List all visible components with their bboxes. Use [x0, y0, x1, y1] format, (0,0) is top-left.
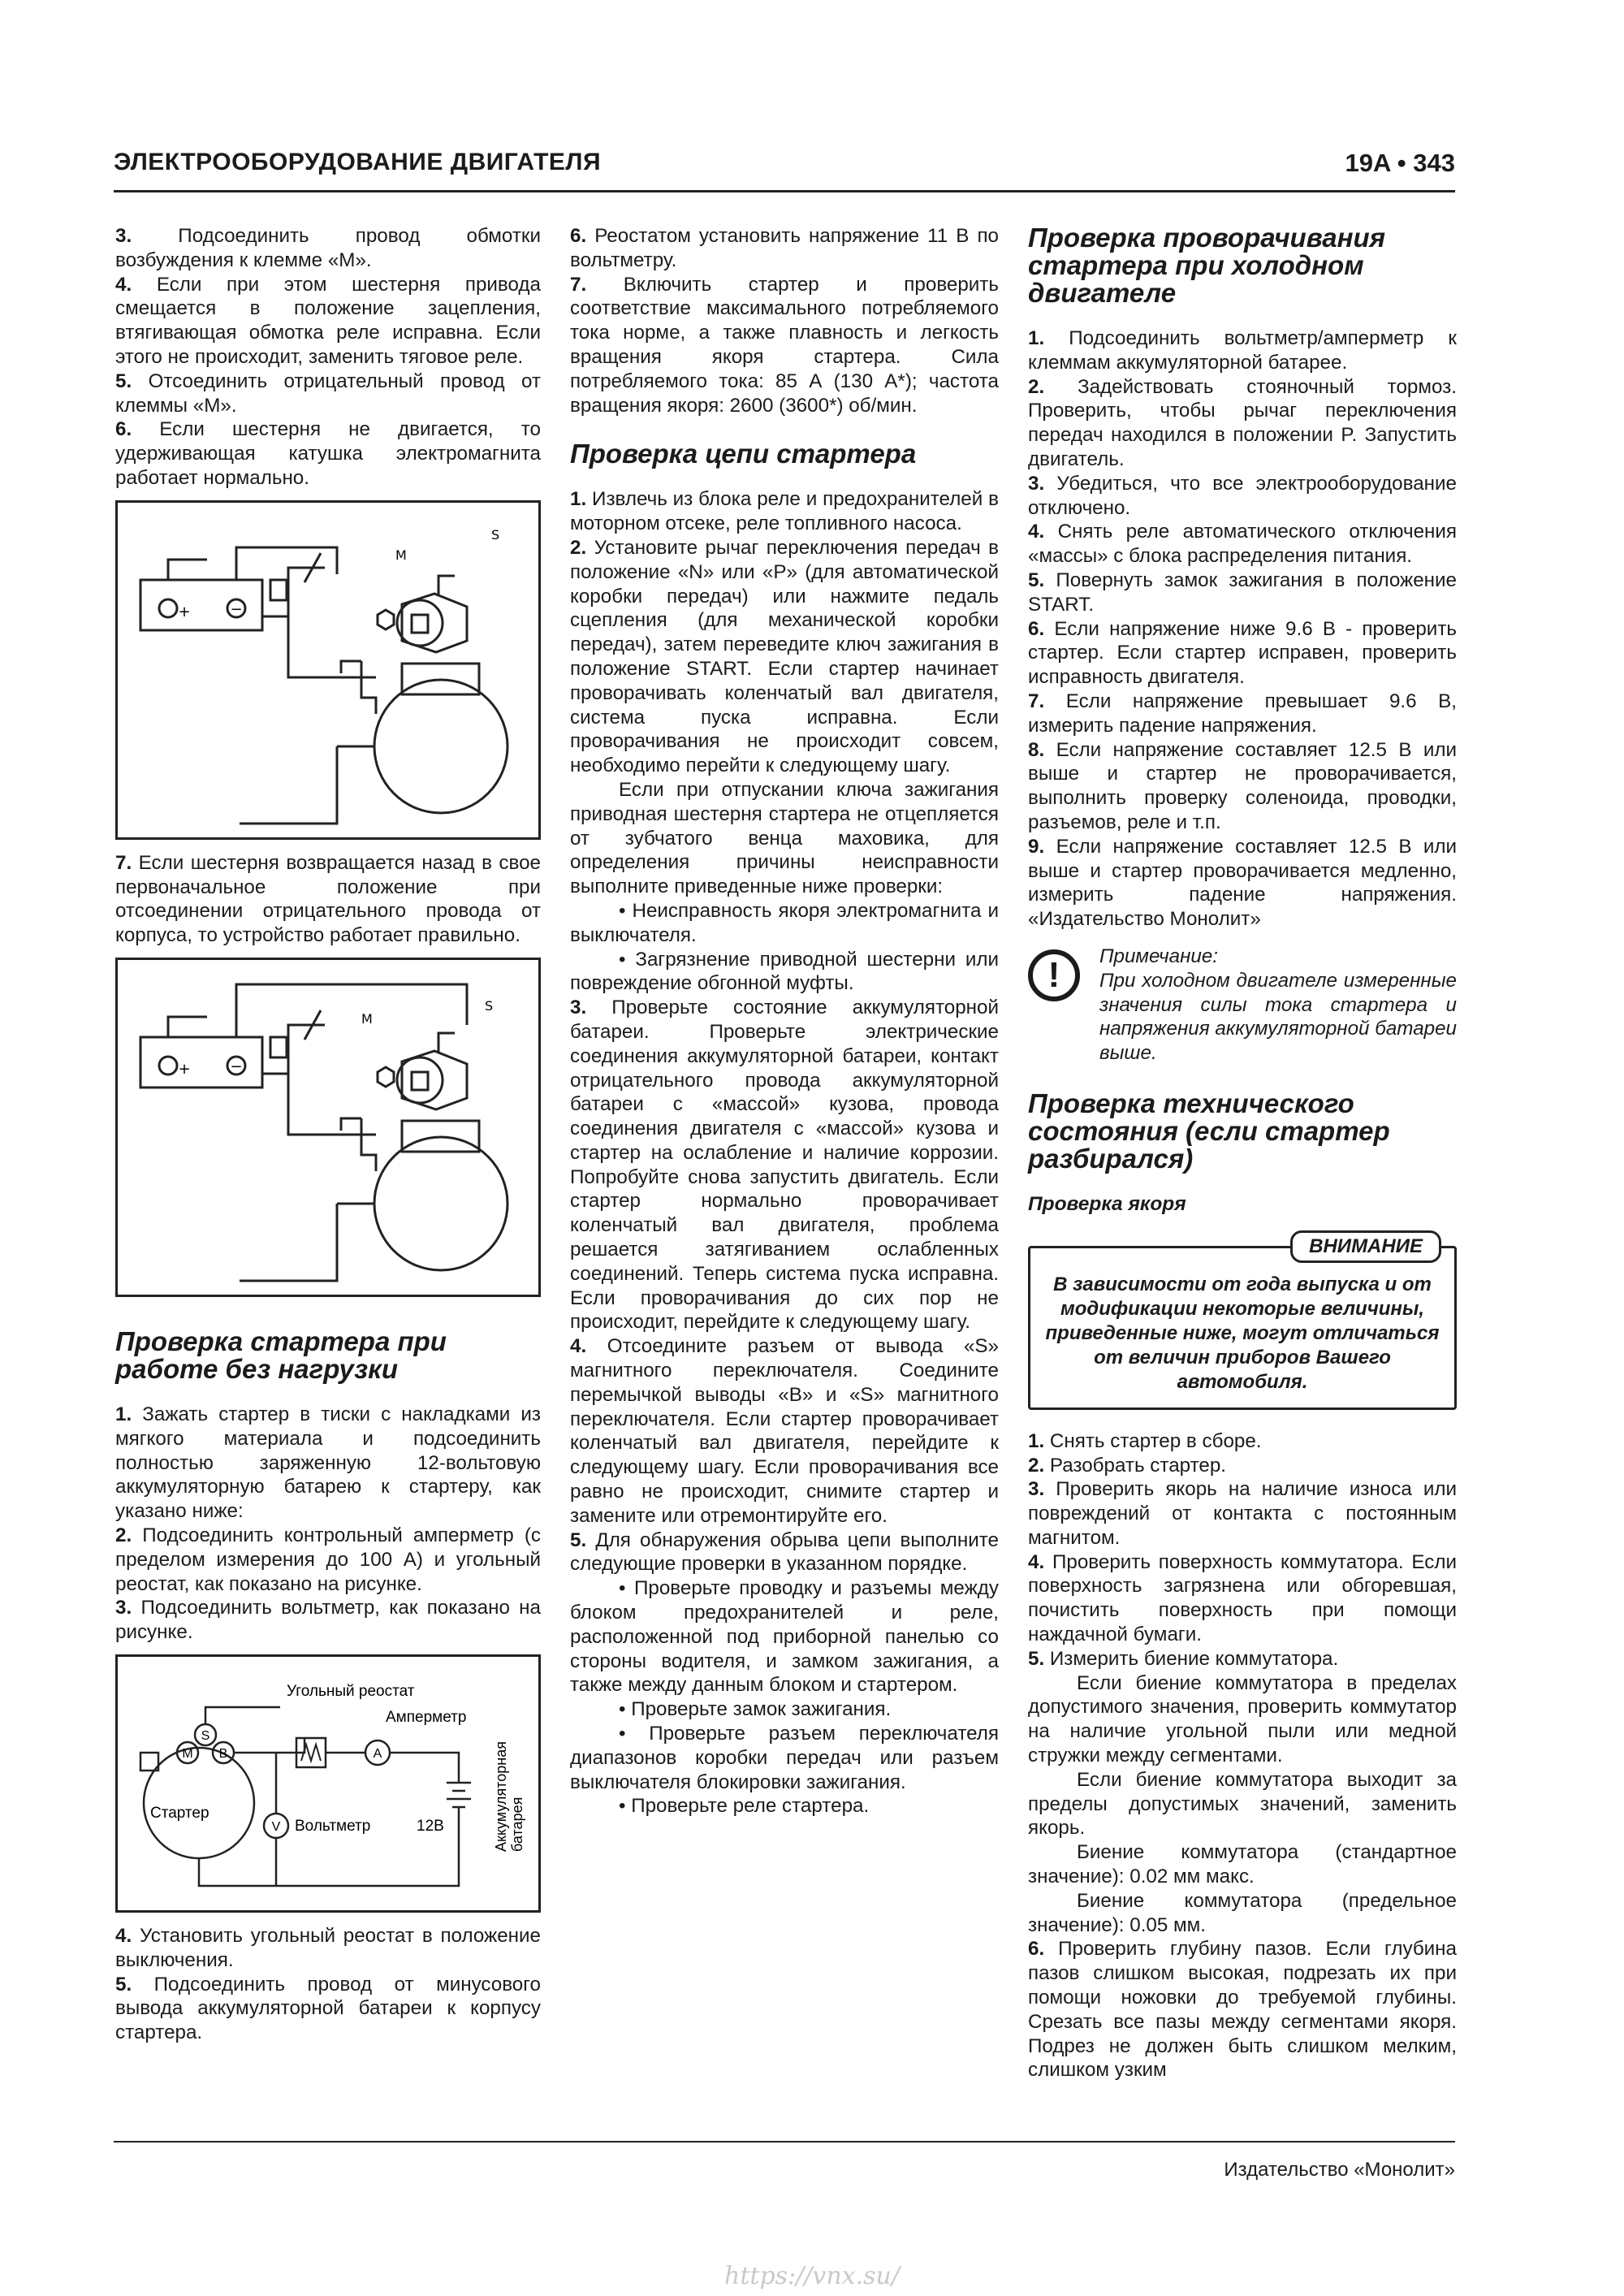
list-item: 4. Если при этом шестерня привода смещается в положение зацепления, втягивающая обмотка реле исправна. Если этого не происходит, заменить тяговое реле. [115, 273, 541, 368]
bullet-item: • Проверьте замок зажигания. [619, 1698, 892, 1721]
bullet-item: • Проверьте реле стартера. [619, 1795, 870, 1818]
list-item: 5. Для обнаружения обрыва цепи выполните следующие проверки в указанном порядке. [570, 1529, 999, 1576]
page-number: 19A • 343 [1345, 149, 1455, 177]
note-box [1028, 945, 1457, 1066]
section-heading: Проверка технического состояния (если стартер разбирался) [1028, 1087, 1390, 1174]
battery-minus-label: − [230, 600, 243, 618]
battery-minus-label: − [230, 1057, 243, 1075]
bullet-item: • Проверьте проводку и разъемы между блоком предохранителей и реле, расположенной под приборной панелью со стороны водителя, и замком зажигания, а также между данным блоком и стартером. [570, 1577, 999, 1697]
list-item: 7. Если напряжение превышает 9.6 В, измерить падение напряжения. [1028, 690, 1457, 737]
subsection-heading: Проверка якоря [1028, 1192, 1186, 1215]
list-item: 7. Если шестерня возвращается назад в свое первоначальное положение при отсоединении отрицательного провода от корпуса, то устройство работает правильно. [115, 851, 541, 947]
list-item: 4. Проверить поверхность коммутатора. Если поверхность загрязнена или обгоревшая, почистить поверхность при помощи наждачной бумаги. [1028, 1550, 1457, 1646]
list-item: 1. Извлечь из блока реле и предохранителей в моторном отсеке, реле топливного насоса. [570, 488, 999, 535]
list-item: 3. Проверьте состояние аккумуляторной батареи. Проверьте электрические соединения аккумуляторной батареи, контакт отрицательного провода аккумуляторной батареи с «массой» кузова, провода соединения двигателя с «массой» кузова и стартер на ослабление и наличие коррозии. Попробуйте снова запустить двигатель. Если стартер нормально проворачивает коленчатый вал двигателя, проблема решается затягиванием ослабленных соединений. Теперь система пуска исправна. Если проворачивания до сих пор не происходит, перейдите к следующему шагу. [570, 997, 999, 1334]
terminal-s-label: S [485, 997, 494, 1014]
note-title: Примечание: [1099, 945, 1219, 967]
terminal-m-label: M [361, 1010, 373, 1027]
note-text: При холодном двигателе измеренные значения силы тока стартера и напряжения аккумуляторной батареи выше. [1099, 969, 1457, 1065]
list-item: 8. Если напряжение составляет 12.5 В или выше и стартер не проворачивается, выполнить проверку соленоида, проводки, разъемов, реле и т.п. [1028, 738, 1457, 833]
list-item: 2. Установите рычаг переключения передач в положение «N» или «P» (для автоматической коробки передач) или нажмите педаль сцепления (для механической коробки передач), затем переведите ключ зажигания в положение START. Если стартер начинает проворачивать коленчатый вал двигателя, система пуска исправна. Если проворачивания не происходит совсем, необходимо перейти к следующему шагу. [570, 536, 999, 777]
ammeter-label: Амперметр [386, 1708, 467, 1726]
list-item: 5. Отсоединить отрицательный провод от клеммы «М». [115, 370, 541, 417]
list-item: 3. Убедиться, что все электрооборудование отключено. [1028, 472, 1457, 519]
list-item: 7. Включить стартер и проверить соответствие максимального потребляемого тока норме, а также плавность и легкость вращения якоря стартера. Сила потребляемого тока: 85 А (130 А*); частота вращения якоря: 2600 (3600*) об/мин. [570, 273, 999, 417]
list-item: 4. Снять реле автоматического отключения «массы» с блока распределения питания. [1028, 521, 1457, 568]
list-item: 9. Если напряжение составляет 12.5 В или выше и стартер проворачивается медленно, измерить падение напряжения. «Издательство Монолит» [1028, 835, 1457, 931]
list-item: 6. Если напряжение ниже 9.6 В - проверить стартер. Если стартер исправен, проверить исправность двигателя. [1028, 617, 1457, 689]
list-item: 6. Проверить глубину пазов. Если глубина пазов слишком высокая, подрезать их при помощи ножовки до требуемой глубины. Срезать все пазы между сегментами якоря. Подрез не должен быть слишком мелким, слишком узким [1028, 1938, 1457, 2082]
bullet-item: • Неисправность якоря электромагнита и выключателя. [570, 899, 999, 946]
terminal-s-label: S [201, 1728, 210, 1743]
terminal-m-label: M [395, 547, 407, 563]
terminal-s-label: S [491, 526, 500, 543]
spec-value: Биение коммутатора (стандартное значение): 0.02 мм макс. [1028, 1841, 1457, 1888]
terminal-m-label: M [182, 1746, 193, 1761]
list-item: 1. Подсоединить вольтметр/амперметр к клеммам аккумуляторной батарее. [1028, 327, 1457, 374]
page-section-title: ЭЛЕКТРООБОРУДОВАНИЕ ДВИГАТЕЛЯ [114, 149, 602, 175]
starter-wiring-figure-1 [115, 500, 541, 840]
list-item: 5. Подсоединить провод от минусового вывода аккумуляторной батареи к корпусу стартера. [115, 1973, 541, 2044]
list-item: 2. Подсоединить контрольный амперметр (с пределом измерения до 100 А) и угольный реостат, как показано на рисунке. [115, 1524, 541, 1595]
exclamation-icon: ! [1028, 949, 1080, 1001]
list-item: 3. Подсоединить провод обмотки возбуждения к клемме «М». [115, 225, 541, 271]
list-item: 5. Повернуть замок зажигания в положение START. [1028, 569, 1457, 616]
battery-plus-label: + [178, 1060, 191, 1078]
list-item: 6. Если шестерня не двигается, то удерживающая катушка электромагнита работает нормально. [115, 418, 541, 489]
no-load-test-circuit [115, 1654, 541, 1913]
watermark: https://vnx.su/ [724, 2262, 900, 2290]
list-item: 6. Реостатом установить напряжение 11 В по вольтметру. [570, 225, 999, 271]
section-heading: Проверка стартера при работе без нагрузки [115, 1325, 447, 1384]
section-heading: Проверка цепи стартера [570, 439, 917, 469]
column-1 [115, 224, 541, 2045]
list-item: 3. Подсоединить вольтметр, как показано на рисунке. [115, 1597, 541, 1644]
page-header [114, 149, 1455, 184]
column-3 [1028, 224, 1457, 2082]
battery-plus-label: + [178, 603, 191, 620]
list-item: 4. Отсоедините разъем от вывода «S» магнитного переключателя. Соедините перемычкой выводы «B» и «S» магнитного переключателя. Если стартер проворачивает коленчатый вал двигателя, перейдите к следующему шагу. Если проворачивания все равно не происходит, снимите стартер и замените или отремонтируйте его. [570, 1335, 999, 1527]
paragraph: Если биение коммутатора в пределах допустимого значения, проверить коммутатор на наличие угольной пыли или медной стружки между сегментами. [1028, 1671, 1457, 1767]
list-item: 2. Задействовать стояночный тормоз. Проверить, чтобы рычаг переключения передач находился в положении P. Запустить двигатель. [1028, 375, 1457, 470]
starter-wiring-figure-2 [115, 958, 541, 1297]
ammeter-symbol-label: A [373, 1746, 382, 1761]
list-item: 2. Разобрать стартер. [1028, 1454, 1227, 1477]
column-2 [570, 224, 999, 1818]
list-item: 4. Установить угольный реостат в положение выключения. [115, 1924, 541, 1971]
voltmeter-symbol-label: V [271, 1819, 281, 1834]
battery-voltage-label: 12В [417, 1817, 444, 1835]
warning-box [1028, 1234, 1457, 1410]
list-item: 5. Измерить биение коммутатора. [1028, 1647, 1339, 1670]
list-item: 1. Зажать стартер в тиски с накладками из мягкого материала и подсоединить полностью заряженную 12-вольтовую аккумуляторную батарею к стартеру, как указано ниже: [115, 1403, 541, 1523]
warning-text: В зависимости от года выпуска и от модификации некоторые величины, приведенные ниже, могут отличаться от величин приборов Вашего автомобиля. [1045, 1273, 1440, 1393]
starter-label: Стартер [150, 1804, 209, 1822]
terminal-b-label: B [218, 1746, 228, 1761]
paragraph: Если биение коммутатора выходит за пределы допустимых значений, заменить якорь. [1028, 1768, 1457, 1840]
voltmeter-label: Вольтметр [295, 1817, 371, 1835]
battery-label: Аккумуляторная [493, 1740, 509, 1852]
header-rule [114, 190, 1455, 192]
footer-rule [114, 2141, 1455, 2143]
section-heading: Проверка проворачивания стартера при холодном двигателе [1028, 223, 1386, 308]
publisher-footer: Издательство «Монолит» [1224, 2159, 1455, 2181]
battery-label-2: батарея [509, 1797, 525, 1852]
list-item: 1. Снять стартер в сборе. [1028, 1429, 1262, 1452]
bullet-item: • Проверьте разъем переключателя диапазонов коробки передач или разъем выключателя блокировки зажигания. [570, 1723, 999, 1793]
list-item: 3. Проверить якорь на наличие износа или повреждений от контакта с постоянным магнитом. [1028, 1478, 1457, 1549]
warning-tag: ВНИМАНИЕ [1290, 1230, 1441, 1263]
bullet-item: • Загрязнение приводной шестерни или повреждение обгонной муфты. [570, 948, 999, 995]
rheostat-label: Угольный реостат [287, 1682, 415, 1700]
paragraph: Если при отпускании ключа зажигания приводная шестерня стартера не отцепляется от зубчатого венца маховика, для определения причины неисправности выполните приведенные ниже проверки: [570, 778, 999, 898]
spec-value: Биение коммутатора (предельное значение): 0.05 мм. [1028, 1889, 1457, 1936]
